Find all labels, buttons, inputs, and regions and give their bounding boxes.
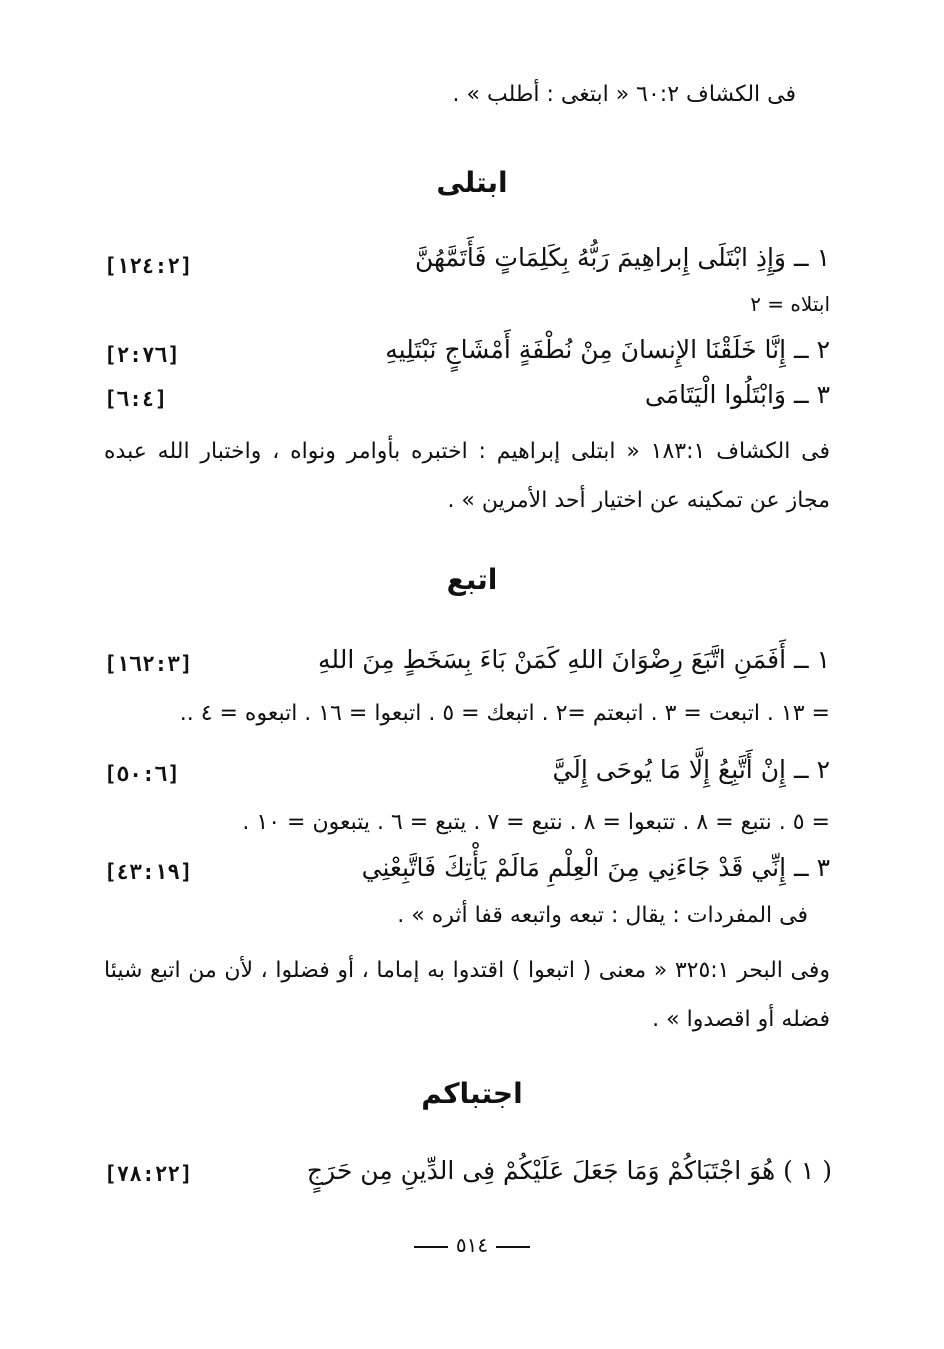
verse-ibtala-1: ١ ــ وَإِذِ ابْتَلَى إِبراهِيمَ رَبُّهُ بِكَلِمَاتٍ فَأَتَمَّهُنَّ xyxy=(414,243,830,272)
verse-ref-ittaba-2: [٥٠:٦] xyxy=(104,762,180,786)
section-heading-ijtabakum: اجتباكم xyxy=(421,1077,523,1110)
verse-ittaba-1: ١ ــ أَفَمَنِ اتَّبَعَ رِضْوَانَ اللهِ كَمَنْ بَاءَ بِسَخَطٍ مِنَ اللهِ xyxy=(318,645,830,674)
commentary-ittaba-bahr: وفى البحر ٣٢٥:١ « معنى ( اتبعوا ) اقتدوا به إماما ، أو فضلوا ، لأن من اتبع شيئا فضله أو اقصدوا » . xyxy=(104,958,830,1032)
intro-note: فى الكشاف ٦٠:٢ « ابتغى : أطلب » . xyxy=(452,82,796,107)
commentary-ibtala: فى الكشاف ١٨٣:١ « ابتلى إبراهيم : اختبره بأوامر ونواه ، واختبار الله عبده مجاز عن تمكينه عن اختيار أحد الأمرين » . xyxy=(104,439,830,513)
verse-ijtabakum-1: ( ١ ) هُوَ اجْتَبَاكُمْ وَمَا جَعَلَ عَلَيْكُمْ فِى الدِّينِ مِن حَرَجٍ xyxy=(306,1156,832,1185)
verse-ref-ibtala-2: [٢:٧٦] xyxy=(104,343,180,367)
dash-right xyxy=(496,1246,530,1248)
count-ittaba-1: = ١٣ . اتبعت = ٣ . اتبعتم =٢ . اتبعك = ٥ . اتبعوا = ١٦ . اتبعوه = ٤ .. xyxy=(179,701,830,726)
verse-ibtala-3: ٣ ــ وَابْتَلُوا الْيَتَامَى xyxy=(644,380,830,409)
commentary-ittaba-mufradat: فى المفردات : يقال : تبعه واتبعه قفا أثره » . xyxy=(397,903,808,928)
count-ittaba-2: = ٥ . نتبع = ٨ . تتبعوا = ٨ . نتبع = ٧ . يتبع = ٦ . يتبعون = ١٠ . xyxy=(242,810,830,835)
verse-ref-ittaba-1: [١٦٢:٣] xyxy=(104,652,193,676)
section-heading-ittaba: اتبع xyxy=(446,563,498,596)
verse-ibtala-2: ٢ ــ إِنَّا خَلَقْنَا الإِنسانَ مِنْ نُطْفَةٍ أَمْشَاجٍ نَبْتَلِيهِ xyxy=(385,335,830,364)
verse-ittaba-2: ٢ ــ إِنْ أَتَّبِعُ إِلَّا مَا يُوحَى إِلَيَّ xyxy=(552,755,830,784)
page-number-value: ٥١٤ xyxy=(455,1233,489,1257)
verse-ref-ijtabakum-1: [٧٨:٢٢] xyxy=(104,1162,193,1186)
count-ibtala: ابتلاه = ٢ xyxy=(750,292,830,316)
verse-ref-ibtala-3: [٦:٤] xyxy=(104,387,168,411)
verse-ref-ibtala-1: [١٢٤:٢] xyxy=(104,254,193,278)
verse-ittaba-3: ٣ ــ إِنِّي قَدْ جَاءَنِي مِنَ الْعِلْمِ مَالَمْ يَأْتِكَ فَاتَّبِعْنِي xyxy=(361,853,830,882)
dash-left xyxy=(414,1246,448,1248)
page-number xyxy=(0,1233,944,1257)
verse-ref-ittaba-3: [٤٣:١٩] xyxy=(104,860,193,884)
section-heading-ibtala: ابتلى xyxy=(436,166,508,199)
